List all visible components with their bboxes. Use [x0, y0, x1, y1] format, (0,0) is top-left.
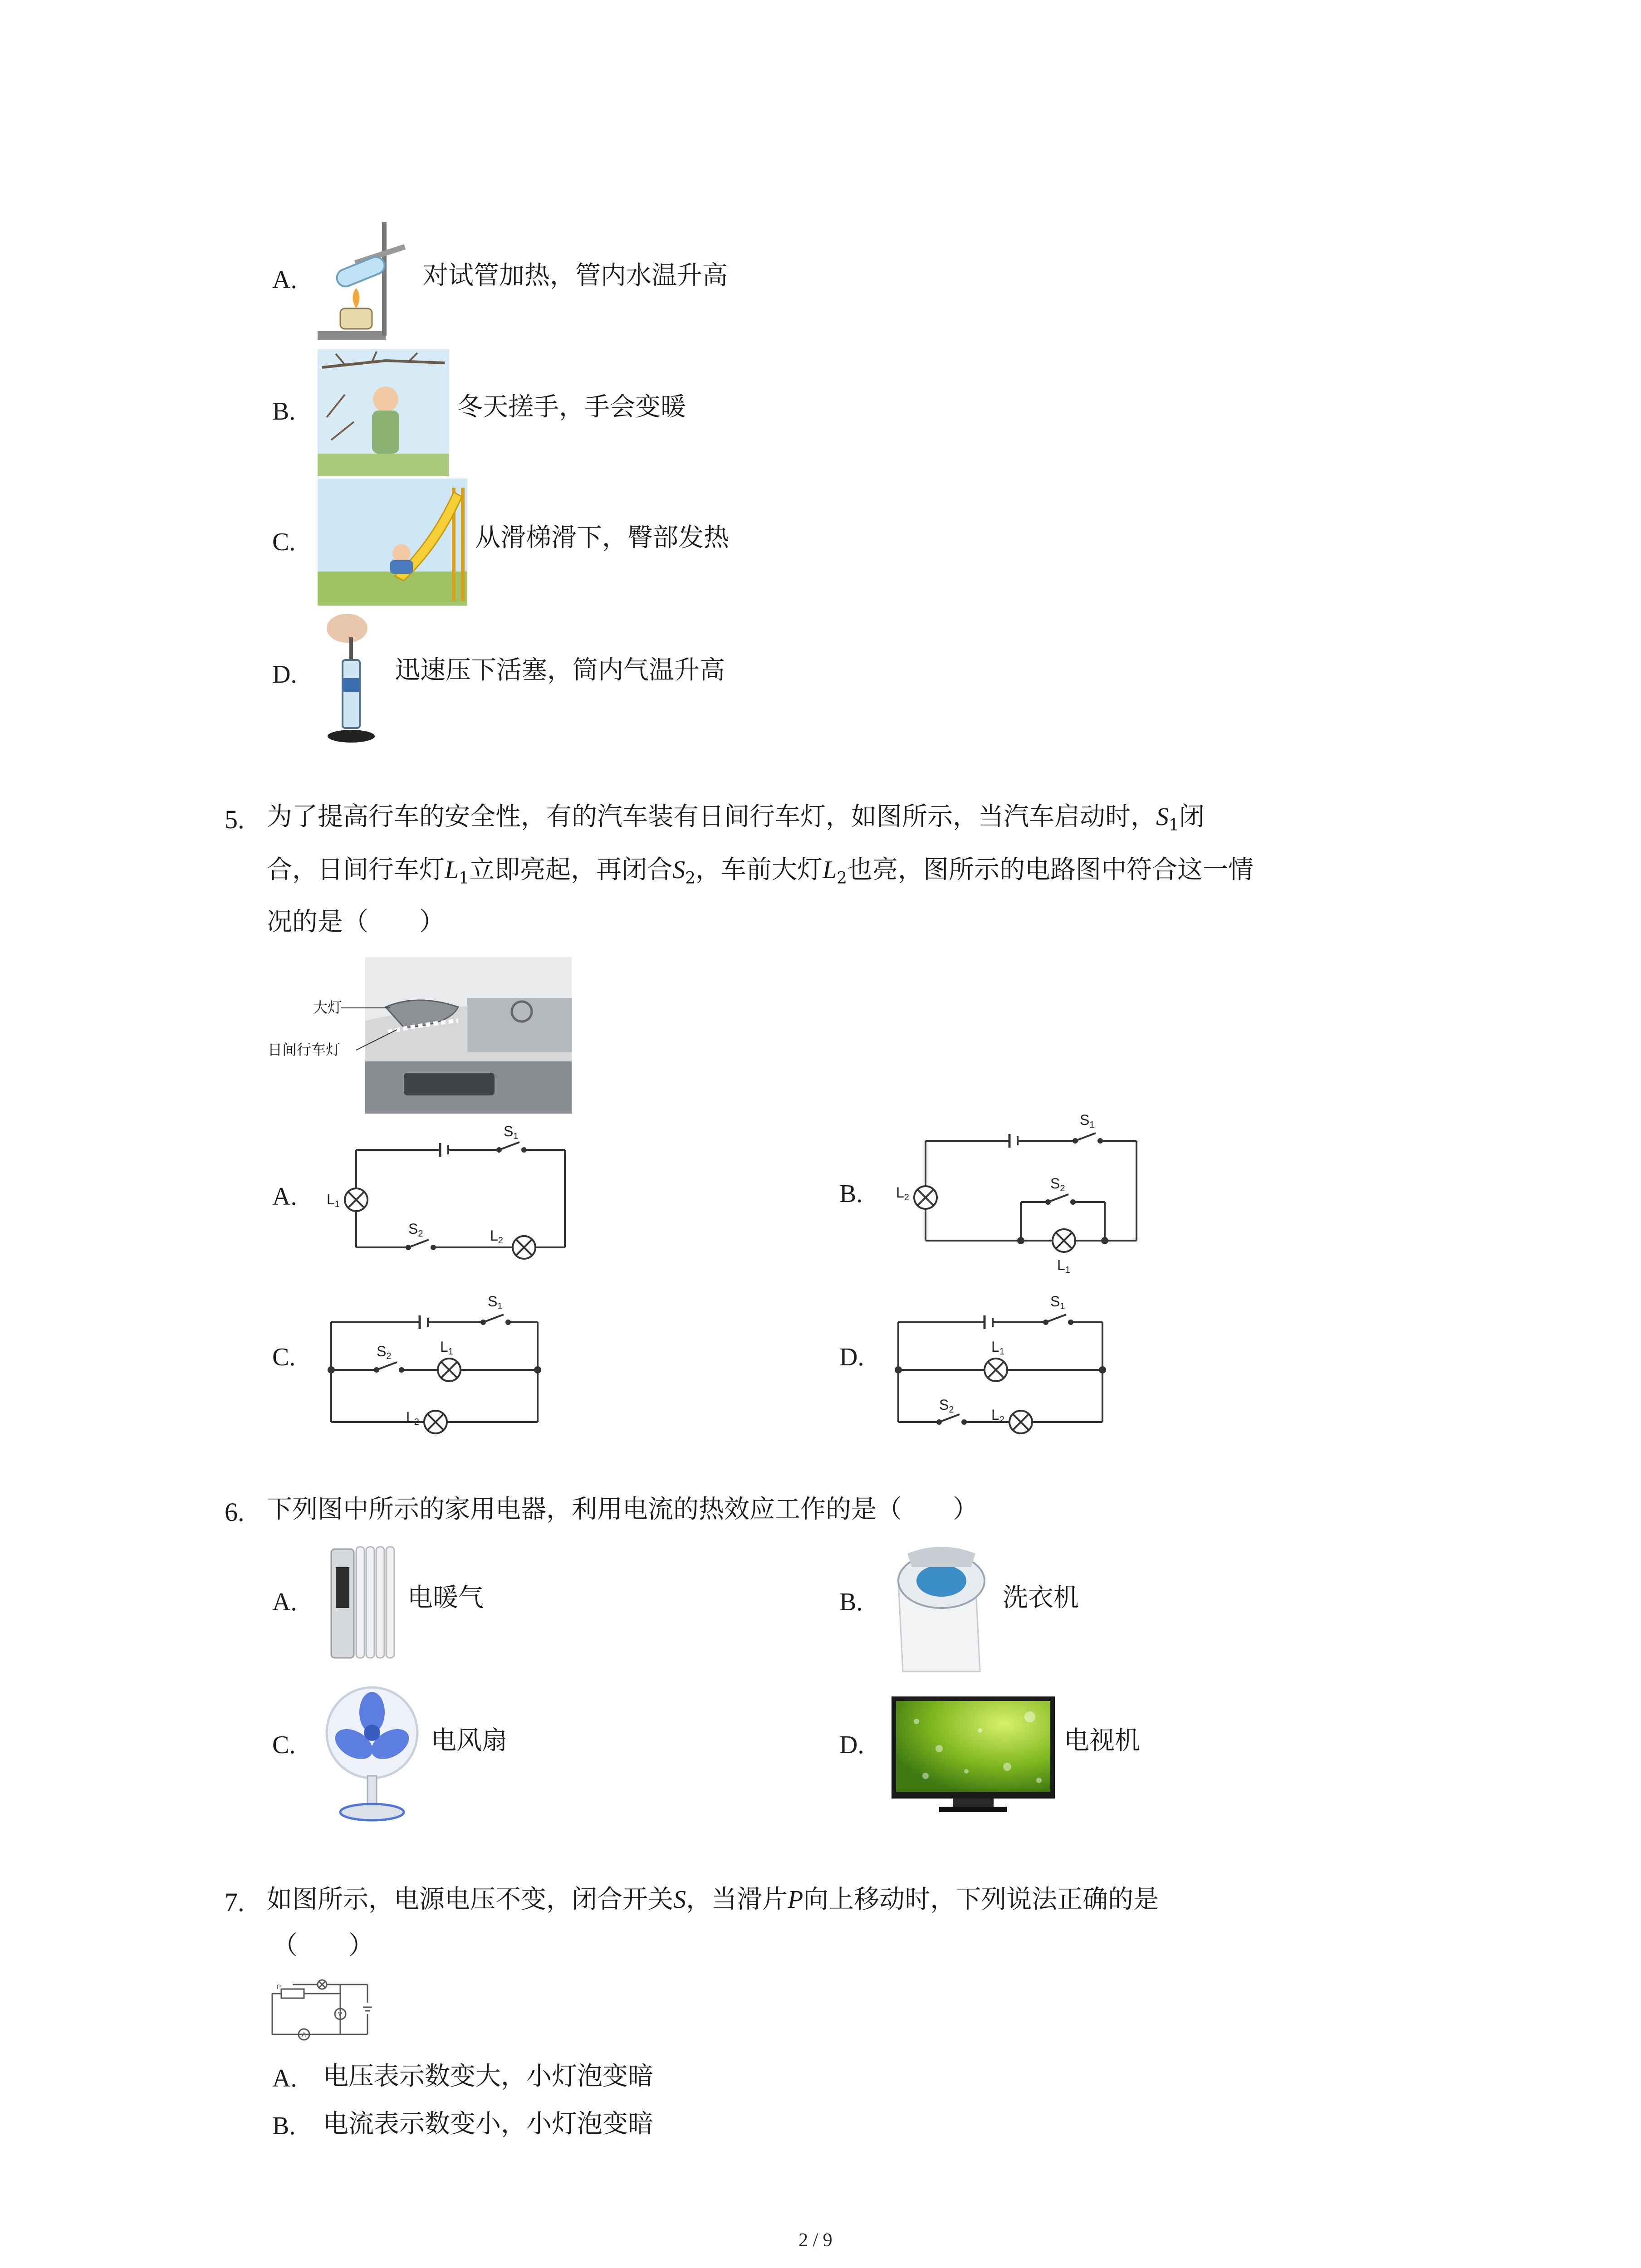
headlight-label: 大灯	[313, 999, 343, 1016]
var: S	[672, 856, 686, 884]
option-letter: C.	[272, 1343, 296, 1371]
label-s1: S1	[488, 1293, 503, 1311]
slider-circuit-diagram	[268, 1975, 386, 2043]
svg-text:V: V	[338, 2010, 343, 2018]
label-l1: L1	[440, 1339, 453, 1357]
electric-fan-image	[322, 1683, 422, 1823]
circuit-diagram-d	[889, 1288, 1125, 1438]
q5-stem-line-1	[267, 804, 1205, 834]
test-tube-heating-image	[318, 220, 417, 345]
label-s1: S1	[504, 1125, 519, 1141]
text: 如图所示，电源电压不变，闭合开关	[267, 1885, 673, 1914]
washing-machine-image	[885, 1540, 998, 1676]
question-number: 5.	[225, 805, 245, 834]
text: 闭	[1179, 802, 1205, 831]
label-s2: S2	[408, 1221, 423, 1239]
option-text: 对试管加热，管内水温升高	[423, 261, 728, 290]
label-l1: L1	[991, 1339, 1004, 1357]
car-headlight-photo	[268, 957, 572, 1114]
option-letter: C.	[272, 1731, 296, 1759]
circuit-diagram-b	[885, 1107, 1148, 1279]
label-l2: L2	[490, 1227, 503, 1246]
option-letter: A.	[272, 2064, 297, 2092]
option-letter: A.	[272, 1183, 297, 1211]
var: S	[1156, 803, 1169, 831]
label-l1: L1	[1057, 1257, 1070, 1275]
option-text: 电视机	[1064, 1726, 1140, 1755]
label-l2: L2	[991, 1407, 1004, 1425]
daylight-label: 日间行车灯	[268, 1041, 341, 1058]
option-text: 电风扇	[431, 1726, 507, 1755]
option-text: 洗衣机	[1003, 1583, 1079, 1613]
option-letter: D.	[272, 660, 297, 689]
page-number: 2 / 9	[798, 2230, 833, 2251]
sub: 1	[1169, 816, 1179, 835]
oil-heater-image	[327, 1540, 404, 1667]
option-letter: A.	[272, 1588, 297, 1616]
var: S	[673, 1886, 686, 1914]
television-image	[889, 1694, 1057, 1819]
svg-text:A: A	[302, 2031, 306, 2038]
question-number: 6.	[225, 1497, 245, 1527]
option-text: 电暖气	[407, 1583, 484, 1613]
text: 为了提高行车的安全性，有的汽车装有日间行车灯，如图所示，当汽车启动时，	[267, 802, 1156, 831]
option-letter: B.	[839, 1180, 863, 1208]
sub: 2	[837, 869, 847, 888]
text: ，车前大灯	[695, 855, 823, 885]
option-letter: A.	[272, 266, 297, 294]
option-letter: C.	[272, 528, 296, 556]
option-text: 电压表示数变大，小灯泡变暗	[323, 2062, 653, 2091]
label-s2: S2	[939, 1397, 954, 1415]
svg-text:P: P	[277, 1983, 281, 1990]
label-s2: S2	[377, 1343, 392, 1361]
q5-stem-line-2	[267, 857, 1254, 887]
question-number: 7.	[225, 1887, 245, 1917]
var: P	[788, 1886, 803, 1914]
option-letter: D.	[839, 1343, 864, 1371]
q7-stem-line-1	[267, 1887, 1159, 1912]
var: L	[822, 856, 837, 884]
label-s1: S1	[1080, 1112, 1095, 1130]
rubbing-hands-winter-image	[318, 349, 449, 476]
q6-stem: 下列图中所示的家用电器，利用电流的热效应工作的是（ ）	[267, 1495, 978, 1524]
label-l2: L2	[406, 1409, 419, 1427]
option-letter: B.	[272, 2112, 296, 2140]
sub: 1	[459, 869, 470, 888]
option-text: 电流表示数变小，小灯泡变暗	[323, 2109, 653, 2139]
child-on-slide-image	[318, 479, 467, 606]
option-text: 从滑梯滑下，臀部发热	[475, 523, 729, 552]
circuit-diagram-c	[318, 1288, 554, 1438]
label-s2: S2	[1050, 1175, 1065, 1193]
text: 合，日间行车灯	[267, 855, 445, 885]
text: 立即亮起，再闭合	[469, 855, 673, 885]
label-l2: L2	[896, 1184, 909, 1202]
option-text: 迅速压下活塞，筒内气温升高	[395, 655, 725, 685]
label-s1: S1	[1050, 1293, 1065, 1311]
piston-compression-image	[322, 610, 390, 746]
q7-stem-line-2: （ ）	[272, 1931, 374, 1960]
option-text: 冬天搓手，手会变暖	[457, 392, 686, 422]
var: L	[445, 856, 459, 884]
text: ，当滑片	[686, 1885, 788, 1914]
option-letter: D.	[839, 1731, 864, 1759]
sub: 2	[685, 869, 696, 888]
option-letter: B.	[839, 1588, 863, 1616]
text: 也亮，图所示的电路图中符合这一情	[847, 855, 1254, 885]
q5-stem-line-3: 况的是（ ）	[267, 907, 445, 937]
text: 向上移动时，下列说法正确的是	[803, 1885, 1159, 1914]
option-letter: B.	[272, 397, 296, 425]
circuit-diagram-a	[318, 1125, 576, 1270]
label-l1: L1	[327, 1191, 340, 1209]
